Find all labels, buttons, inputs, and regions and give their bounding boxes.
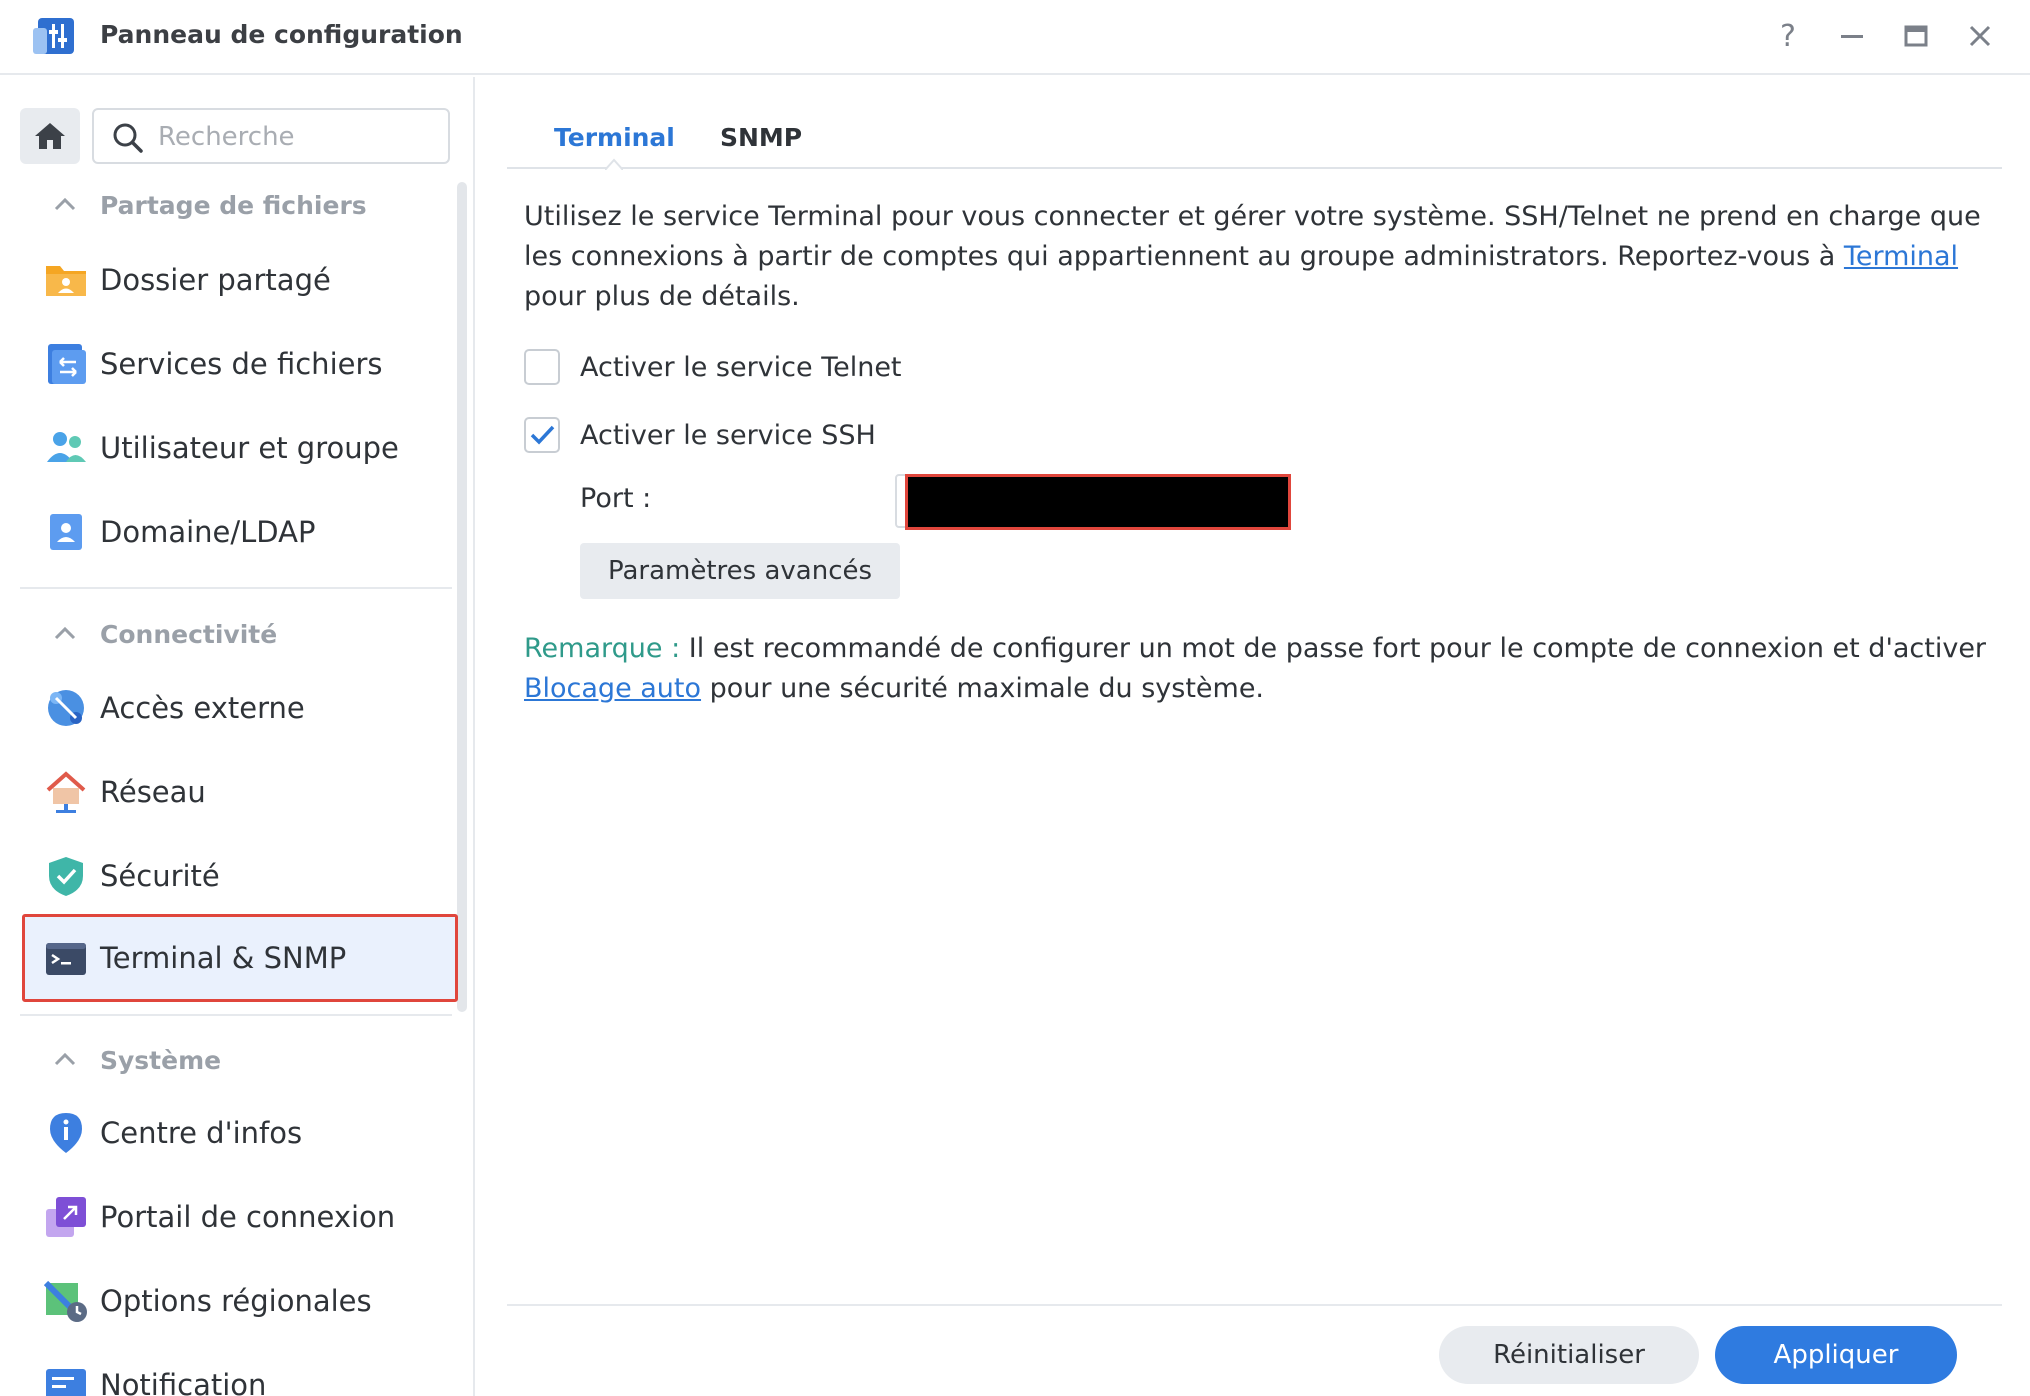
note-text: Il est recommandé de configurer un mot de passe fort pour le compte de connexion et d'activer xyxy=(680,633,1987,664)
user-group-icon xyxy=(44,426,88,470)
ssh-checkbox[interactable] xyxy=(524,417,560,453)
group-header-connectivity[interactable] xyxy=(50,614,277,654)
sidebar-item-label: Portail de connexion xyxy=(100,1200,396,1234)
footer-divider xyxy=(507,1304,2002,1306)
terminal-help-link[interactable]: Terminal xyxy=(1843,241,1959,272)
window-title: Panneau de configuration xyxy=(100,20,463,49)
active-tab-caret-icon xyxy=(605,156,623,170)
info-center-icon xyxy=(44,1111,88,1155)
chevron-up-icon xyxy=(50,1045,80,1075)
title-bar xyxy=(0,0,2030,75)
tab-terminal[interactable]: Terminal xyxy=(554,122,675,152)
advanced-settings-button[interactable]: Paramètres avancés xyxy=(580,543,900,599)
sidebar-item-label: Utilisateur et groupe xyxy=(100,431,399,465)
sidebar-item-label: Terminal & SNMP xyxy=(100,941,347,975)
group-header-file-sharing[interactable] xyxy=(50,185,367,225)
sidebar-divider xyxy=(20,587,452,589)
sidebar-item-label: Dossier partagé xyxy=(100,263,331,297)
home-icon xyxy=(33,121,67,151)
sidebar-item-external-access[interactable] xyxy=(22,666,452,750)
ssh-label: Activer le service SSH xyxy=(580,419,876,451)
network-icon xyxy=(44,770,88,814)
sidebar-item-label: Centre d'infos xyxy=(100,1116,303,1150)
notification-icon xyxy=(44,1363,88,1396)
sidebar-item-label: Accès externe xyxy=(100,691,305,725)
apply-button[interactable]: Appliquer xyxy=(1715,1326,1957,1384)
domain-ldap-icon xyxy=(44,510,88,554)
sidebar-item-label: Services de fichiers xyxy=(100,347,383,381)
sidebar-item-label: Réseau xyxy=(100,775,206,809)
search-box[interactable] xyxy=(92,108,450,164)
group-title: Partage de fichiers xyxy=(100,190,367,220)
sidebar xyxy=(0,77,475,1396)
minimize-icon[interactable] xyxy=(1834,18,1870,54)
sidebar-item-label: Sécurité xyxy=(100,859,220,893)
note-label: Remarque : xyxy=(524,633,681,664)
sidebar-item-label: Options régionales xyxy=(100,1284,372,1318)
chevron-up-icon xyxy=(50,619,80,649)
telnet-option xyxy=(524,347,902,387)
external-access-icon xyxy=(44,686,88,730)
telnet-checkbox[interactable] xyxy=(524,349,560,385)
sidebar-item-notification[interactable] xyxy=(22,1343,452,1396)
search-input[interactable] xyxy=(158,118,438,156)
description-text: Utilisez le service Terminal pour vous connecter et gérer votre système. SSH/Telnet ne prend en charge que les connexions à partir de comptes qui appartiennent au groupe administrators. Reportez-vous à xyxy=(524,201,1981,272)
sidebar-item-security[interactable] xyxy=(22,834,452,918)
ssh-option xyxy=(524,415,876,455)
main-panel xyxy=(477,77,2030,1396)
sidebar-item-login-portal[interactable] xyxy=(22,1175,452,1259)
sidebar-item-user-group[interactable] xyxy=(22,406,452,490)
sidebar-item-info-center[interactable] xyxy=(22,1091,452,1175)
login-portal-icon xyxy=(44,1195,88,1239)
sidebar-item-file-services[interactable] xyxy=(22,322,452,406)
regional-options-icon xyxy=(44,1279,88,1323)
search-icon xyxy=(112,122,144,154)
tab-snmp[interactable]: SNMP xyxy=(720,122,803,152)
sidebar-scrollbar[interactable] xyxy=(457,182,467,1012)
sidebar-item-domain-ldap[interactable] xyxy=(22,490,452,574)
reset-button[interactable]: Réinitialiser xyxy=(1439,1326,1699,1384)
maximize-icon[interactable] xyxy=(1898,18,1934,54)
group-title: Système xyxy=(100,1045,222,1075)
tab-bar xyxy=(507,107,2002,169)
terminal-icon xyxy=(44,937,88,981)
port-input-redacted[interactable] xyxy=(905,474,1291,530)
close-icon[interactable] xyxy=(1962,18,1998,54)
auto-block-link[interactable]: Blocage auto xyxy=(524,673,702,704)
group-title: Connectivité xyxy=(100,619,278,649)
security-shield-icon xyxy=(44,854,88,898)
sidebar-item-label: Domaine/LDAP xyxy=(100,515,316,549)
port-label: Port : xyxy=(580,483,652,514)
description-text-end: pour plus de détails. xyxy=(524,281,800,312)
sidebar-item-shared-folder[interactable] xyxy=(22,238,452,322)
checkmark-icon xyxy=(526,419,558,451)
help-icon[interactable]: ? xyxy=(1780,18,1796,54)
sidebar-item-terminal-snmp[interactable] xyxy=(22,914,458,1002)
note-text-end: pour une sécurité maximale du système. xyxy=(701,673,1265,704)
sidebar-divider xyxy=(20,1014,452,1016)
sidebar-item-regional-options[interactable] xyxy=(22,1259,452,1343)
control-panel-app-icon xyxy=(32,16,76,56)
home-button[interactable] xyxy=(20,108,80,164)
security-note xyxy=(524,629,2004,709)
group-header-system[interactable] xyxy=(50,1040,221,1080)
sidebar-item-network[interactable] xyxy=(22,750,452,834)
file-services-icon xyxy=(44,342,88,386)
shared-folder-icon xyxy=(44,258,88,302)
sidebar-item-label: Notification xyxy=(100,1368,267,1396)
chevron-up-icon xyxy=(50,190,80,220)
terminal-description xyxy=(524,197,2004,317)
telnet-label: Activer le service Telnet xyxy=(580,351,902,383)
